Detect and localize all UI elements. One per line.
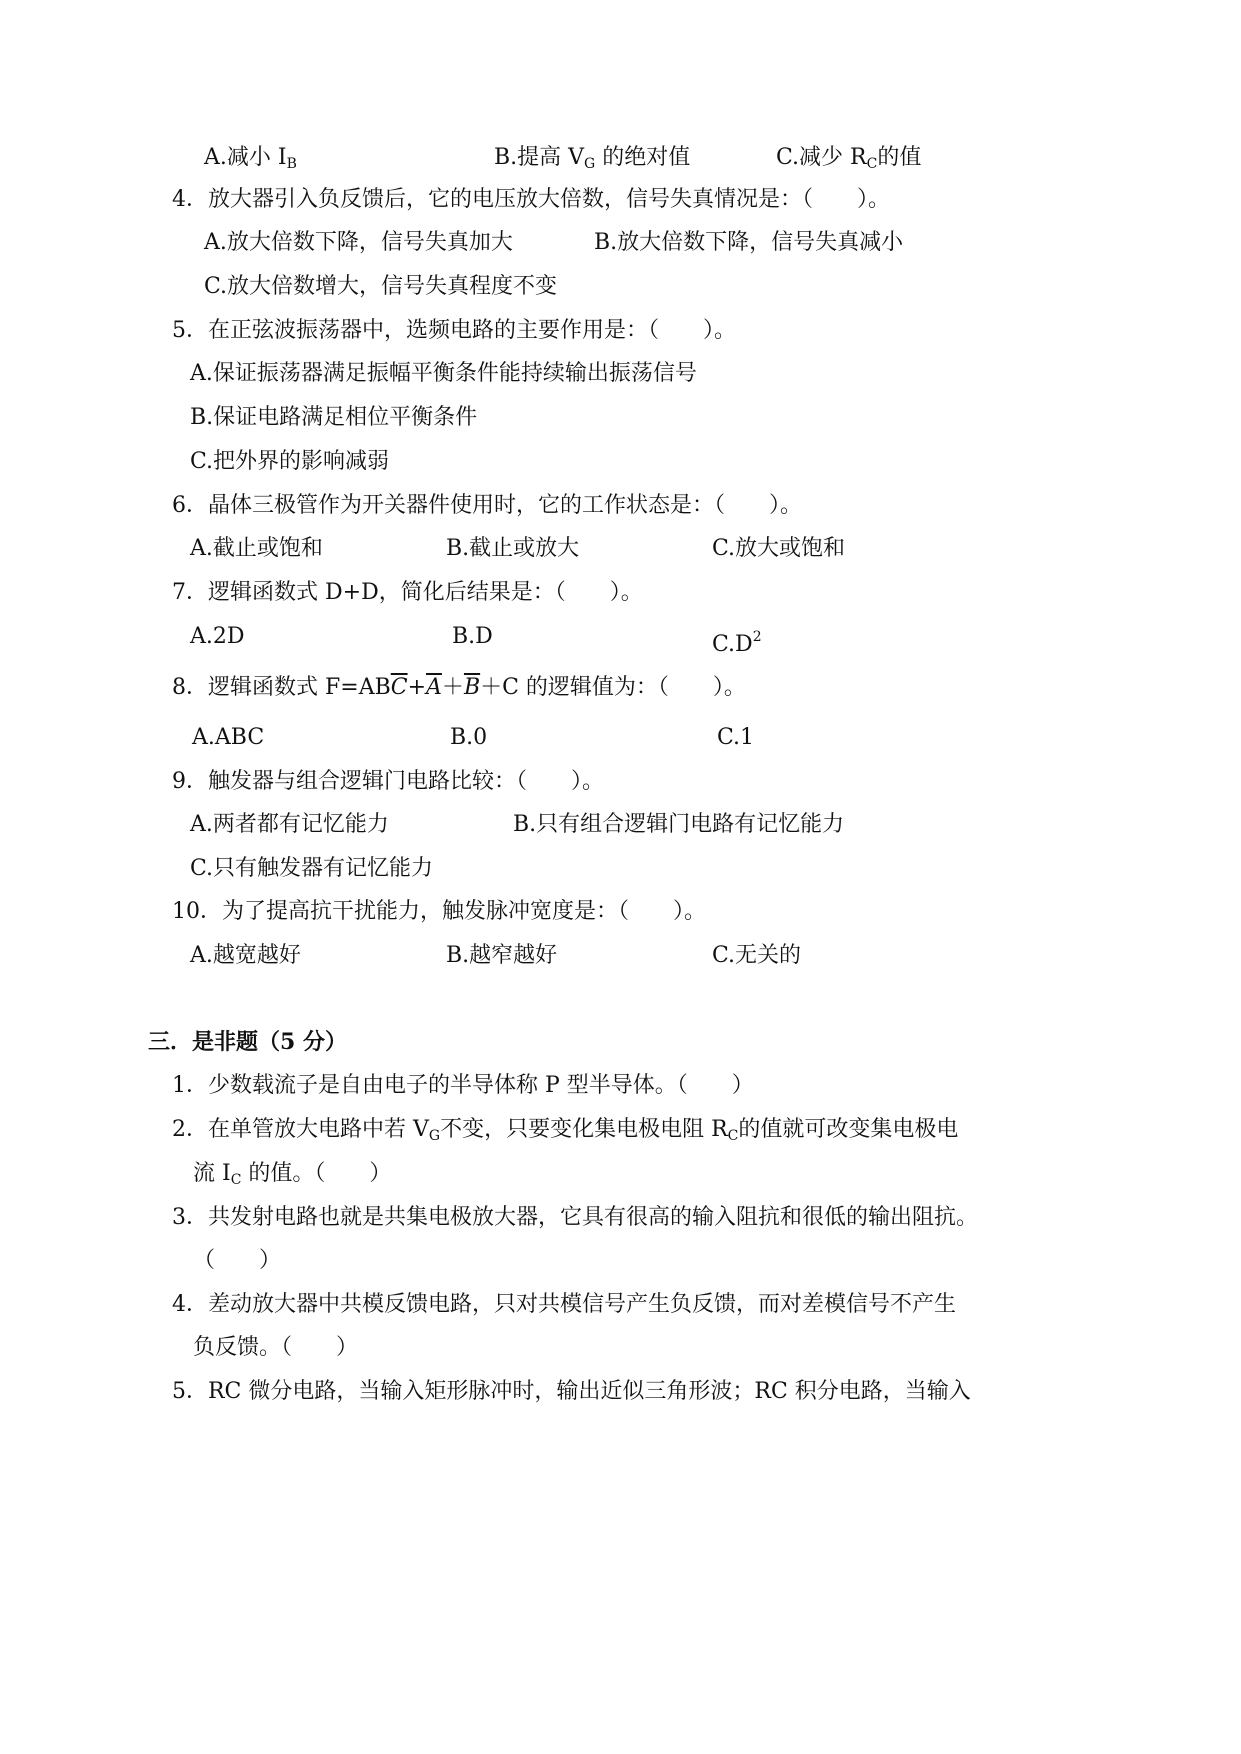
q9-option-b: B.只有组合逻辑门电路有记忆能力 bbox=[513, 812, 845, 837]
q8-stem-post: ＋C 的逻辑值为：（ ）。 bbox=[480, 675, 746, 700]
q4-option-a: A.放大倍数下降，信号失真加大 bbox=[204, 230, 513, 255]
q5-option-c: C.把外界的影响减弱 bbox=[190, 449, 390, 474]
q7-option-c-text: C.D bbox=[712, 632, 753, 657]
q10-option-c: C.无关的 bbox=[712, 943, 802, 968]
q8-b-bar: $\overline{B}$ bbox=[463, 675, 481, 700]
tf-item-2-post: 的值就可改变集电极电 bbox=[738, 1117, 959, 1142]
tf-item-4-line-2: 负反馈。（ ） bbox=[193, 1335, 359, 1360]
tf-item-2-pre: 2．在单管放大电路中若 V bbox=[172, 1117, 429, 1142]
q3-option-b bbox=[494, 143, 690, 179]
q7-option-c-sup: 2 bbox=[752, 629, 762, 645]
q8-stem-pre: 8．逻辑函数式 F=AB bbox=[172, 675, 391, 700]
q9-option-a: A.两者都有记忆能力 bbox=[190, 812, 389, 837]
q8-a-bar: $\overline{A}$ bbox=[426, 675, 442, 700]
q5-stem: 5．在正弦波振荡器中，选频电路的主要作用是：（ ）。 bbox=[172, 318, 736, 343]
q3-option-a bbox=[204, 143, 297, 179]
tf-item-2-line-2 bbox=[193, 1159, 391, 1195]
q10-stem: 10．为了提高抗干扰能力，触发脉冲宽度是：（ ）。 bbox=[172, 899, 706, 924]
q3-option-c-tail: 的值 bbox=[877, 145, 922, 170]
q3-option-b-tail: 的绝对值 bbox=[595, 145, 691, 170]
q8-option-a: A.ABC bbox=[192, 725, 265, 750]
q3-option-a-sub: B bbox=[286, 156, 297, 172]
q8-option-b: B.0 bbox=[450, 725, 488, 750]
q3-option-a-text: A.减小 I bbox=[204, 145, 287, 170]
tf-item-3-line-2: （ ） bbox=[193, 1248, 282, 1273]
q5-option-a: A.保证振荡器满足振幅平衡条件能持续输出振荡信号 bbox=[190, 361, 697, 386]
tf-item-4: 4．差动放大器中共模反馈电路，只对共模信号产生负反馈，而对差模信号不产生 bbox=[172, 1292, 956, 1317]
q9-option-c: C.只有触发器有记忆能力 bbox=[190, 856, 434, 881]
tf-item-2-l2-pre: 流 I bbox=[193, 1161, 231, 1186]
q8-c-bar: $\overline{C}$ bbox=[390, 675, 408, 700]
q8-plus-1: + bbox=[407, 675, 427, 700]
q3-option-c-text: C.减少 R bbox=[776, 145, 867, 170]
q6-option-b: B.截止或放大 bbox=[446, 536, 580, 561]
tf-item-5: 5．RC 微分电路，当输入矩形脉冲时，输出近似三角形波；RC 积分电路，当输入 bbox=[172, 1379, 971, 1404]
tf-item-2-l2-sub: C bbox=[230, 1172, 242, 1188]
q7-option-a: A.2D bbox=[190, 624, 245, 649]
q4-option-b: B.放大倍数下降，信号失真减小 bbox=[594, 230, 904, 255]
tf-item-2-l2-post: 的值。（ ） bbox=[241, 1161, 392, 1186]
q9-stem: 9．触发器与组合逻辑门电路比较：（ ）。 bbox=[172, 769, 604, 794]
q8-option-c: C.1 bbox=[717, 725, 755, 750]
tf-item-1: 1．少数载流子是自由电子的半导体称 P 型半导体。（ ） bbox=[172, 1073, 754, 1098]
q10-option-b: B.越窄越好 bbox=[446, 943, 558, 968]
section-3-title: 三．是非题（5 分） bbox=[148, 1029, 347, 1055]
q4-option-c: C.放大倍数增大，信号失真程度不变 bbox=[204, 274, 558, 299]
q3-option-c-sub: C bbox=[866, 156, 878, 172]
q8-stem bbox=[172, 673, 746, 703]
q6-option-c: C.放大或饱和 bbox=[712, 536, 846, 561]
q3-option-c bbox=[776, 143, 921, 179]
q7-stem: 7．逻辑函数式 D+D，简化后结果是：（ ）。 bbox=[172, 580, 643, 605]
q3-option-b-sub: G bbox=[584, 156, 596, 172]
q5-option-b: B.保证电路满足相位平衡条件 bbox=[190, 405, 478, 430]
q8-plus-2: ＋ bbox=[441, 675, 464, 700]
tf-item-2-sub-g: G bbox=[428, 1128, 441, 1144]
tf-item-2-sub-c: C bbox=[727, 1128, 739, 1144]
tf-item-2 bbox=[172, 1115, 958, 1151]
q6-option-a: A.截止或饱和 bbox=[190, 536, 323, 561]
q7-option-c bbox=[712, 622, 762, 660]
q7-option-b: B.D bbox=[452, 624, 493, 649]
q3-option-b-text: B.提高 V bbox=[494, 145, 585, 170]
tf-item-2-mid: 不变，只要变化集电极电阻 R bbox=[440, 1117, 728, 1142]
q4-stem: 4．放大器引入负反馈后，它的电压放大倍数，信号失真情况是：（ ）。 bbox=[172, 187, 890, 212]
q10-option-a: A.越宽越好 bbox=[190, 943, 301, 968]
tf-item-3: 3．共发射电路也就是共集电极放大器，它具有很高的输入阻抗和很低的输出阻抗。 bbox=[172, 1205, 978, 1230]
q6-stem: 6．晶体三极管作为开关器件使用时，它的工作状态是：（ ）。 bbox=[172, 493, 802, 518]
